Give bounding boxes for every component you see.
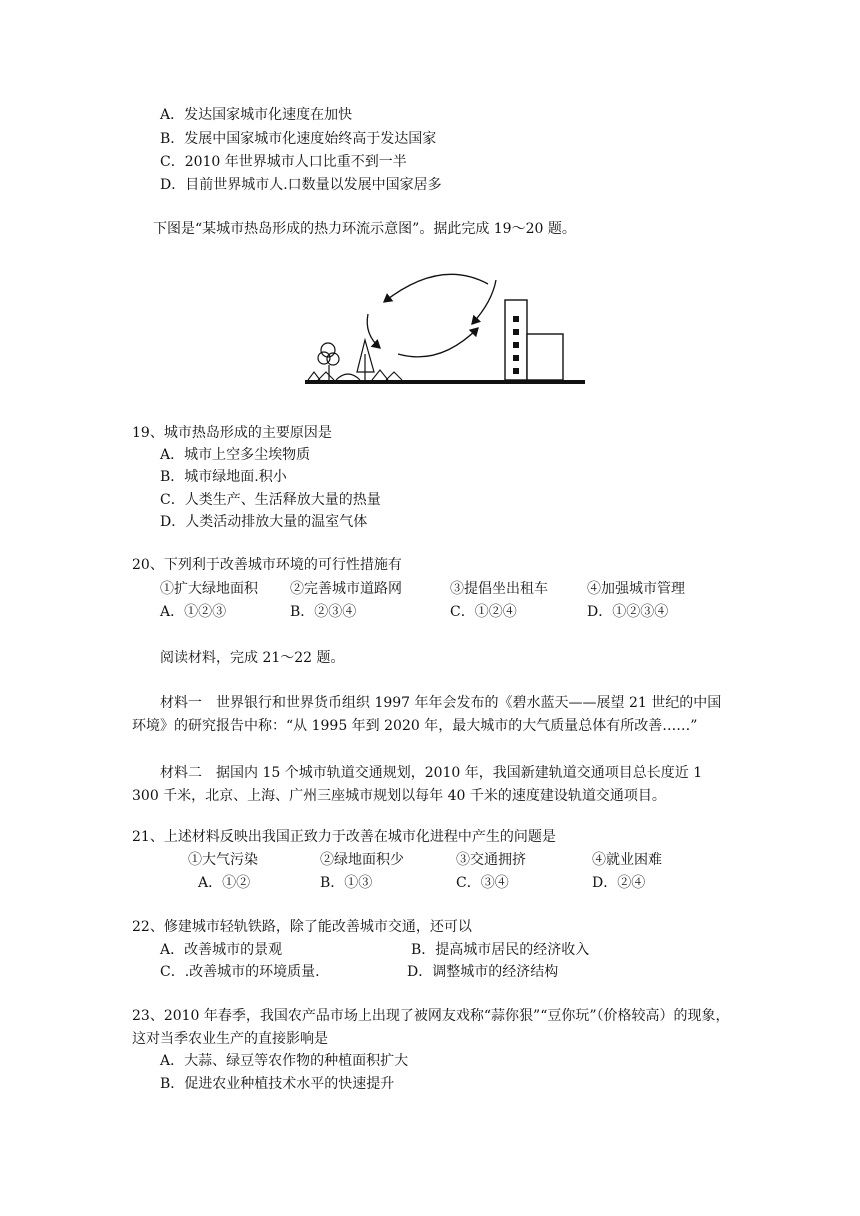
q19-option-b: B．城市绿地面.积小 bbox=[160, 469, 287, 485]
q23-option-b: B．促进农业种植技术水平的快速提升 bbox=[160, 1076, 395, 1092]
q20-measure-4: ④加强城市管理 bbox=[587, 581, 685, 597]
q22-stem: 22、修建城市轻轨铁路，除了能改善城市交通，还可以 bbox=[132, 919, 472, 935]
q21-problem-3: ③交通拥挤 bbox=[456, 852, 526, 868]
q20-measure-3: ③提倡坐出租车 bbox=[450, 581, 548, 597]
q18-option-a: A．发达国家城市化速度在加快 bbox=[160, 107, 353, 123]
q21-problem-4: ④就业困难 bbox=[592, 852, 662, 868]
q20-option-d: D．①②③④ bbox=[587, 604, 669, 620]
q18-option-b: B．发展中国家城市化速度始终高于发达国家 bbox=[160, 131, 437, 147]
q20-stem: 20、下列利于改善城市环境的可行性措施有 bbox=[132, 557, 402, 573]
pine-tree-icon bbox=[357, 340, 374, 380]
q21-stem: 21、上述材料反映出我国正致力于改善在城市化进程中产生的问题是 bbox=[132, 829, 556, 845]
q20-option-a: A．①②③ bbox=[160, 604, 227, 620]
q19-option-c: C．人类生产、生活释放大量的热量 bbox=[160, 492, 381, 508]
material-1: 材料一 世界银行和世界货币组织 1997 年年会发布的《碧水蓝天——展望 21 世纪的中国环境》的研究报告中称：“从 1995 年到 2020 年，最大城市的大气质量总体有所改善……” bbox=[132, 695, 722, 734]
q20-measure-1: ①扩大绿地面积 bbox=[160, 581, 258, 597]
q21-option-d: D．②④ bbox=[592, 875, 646, 891]
right-airflow-arrow bbox=[472, 280, 496, 324]
q18-option-c: C．2010 年世界城市人口比重不到一半 bbox=[160, 154, 407, 170]
q18-option-d: D．目前世界城市人.口数量以发展中国家居多 bbox=[160, 177, 442, 193]
lower-airflow-arrow bbox=[398, 328, 478, 357]
intro-21-22: 阅读材料，完成 21～22 题。 bbox=[160, 650, 345, 666]
q22-options-row-1 bbox=[0, 940, 860, 960]
q20-options-row bbox=[0, 602, 860, 622]
q20-option-b: B．②③④ bbox=[290, 604, 357, 620]
tall-building-icon bbox=[505, 300, 527, 380]
q19-option-a: A．城市上空多尘埃物质 bbox=[160, 447, 311, 463]
q21-problem-2: ②绿地面积少 bbox=[320, 852, 404, 868]
q21-options-row bbox=[0, 873, 860, 893]
q23-stem: 23、2010 年春季，我国农产品市场上出现了被网友戏称“蒜你狠”“豆你玩”（价格较高）的现象，这对当季农业生产的直接影响是 bbox=[132, 1008, 730, 1047]
q22-option-c: C．.改善城市的环境质量. bbox=[160, 964, 320, 980]
q20-measures-row bbox=[0, 579, 860, 599]
q22-option-b: B．提高城市居民的经济收入 bbox=[411, 942, 590, 958]
q21-problems-row bbox=[0, 850, 860, 870]
q22-option-a: A．改善城市的景观 bbox=[160, 942, 283, 958]
upper-airflow-arrow bbox=[384, 274, 488, 302]
material-2: 材料二 据国内 15 个城市轨道交通规划，2010 年，我国新建轨道交通项目总长度近 1 300 千米，北京、上海、广州三座城市规划以每年 40 千米的速度建设轨道交通项目。 bbox=[132, 765, 703, 804]
q20-measure-2: ②完善城市道路网 bbox=[290, 581, 402, 597]
q22-options-row-2 bbox=[0, 962, 860, 982]
q21-option-a: A．①② bbox=[198, 875, 251, 891]
left-airflow-arrow bbox=[367, 314, 380, 348]
q20-option-c: C．①②④ bbox=[450, 604, 517, 620]
q22-option-d: D．调整城市的经济结构 bbox=[407, 964, 559, 980]
q21-option-c: C．③④ bbox=[456, 875, 509, 891]
intro-19-20: 下图是“某城市热岛形成的热力环流示意图”。据此完成 19～20 题。 bbox=[153, 221, 576, 237]
q23-option-a: A．大蒜、绿豆等农作物的种植面积扩大 bbox=[160, 1053, 409, 1069]
q19-option-d: D．人类活动排放大量的温室气体 bbox=[160, 514, 368, 530]
bushes-icon bbox=[308, 370, 402, 380]
q19-stem: 19、城市热岛形成的主要原因是 bbox=[132, 425, 332, 441]
q21-option-b: B．①③ bbox=[320, 875, 373, 891]
q21-problem-1: ①大气污染 bbox=[188, 852, 258, 868]
heat-island-circulation-figure bbox=[300, 262, 590, 390]
short-building-icon bbox=[527, 334, 563, 380]
